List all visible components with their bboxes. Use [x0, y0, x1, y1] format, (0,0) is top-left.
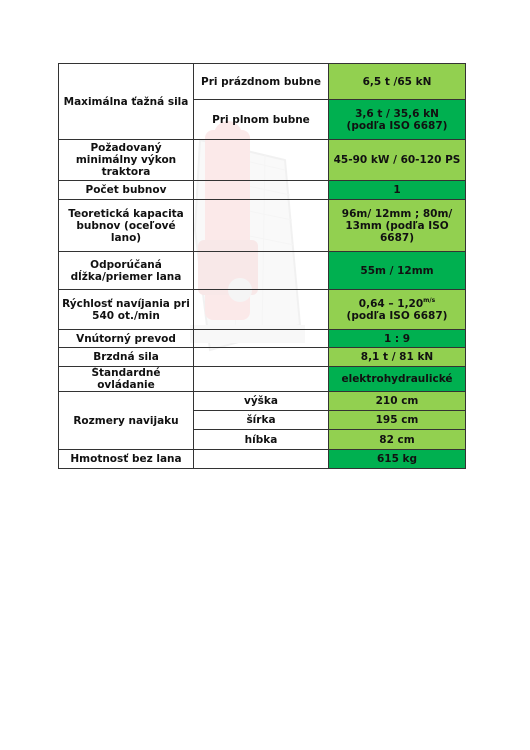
row-value: 55m / 12mm — [329, 252, 466, 290]
specification-table — [58, 63, 466, 469]
row-empty-cell — [194, 181, 329, 200]
row-sublabel: Pri plnom bubne — [194, 100, 329, 140]
row-empty-cell — [194, 367, 329, 392]
row-label: Hmotnosť bez lana — [59, 450, 194, 469]
row-value: 615 kg — [329, 450, 466, 469]
table-row — [59, 392, 466, 411]
row-sublabel: híbka — [194, 430, 329, 450]
row-label: Požadovaný minimálny výkon traktora — [59, 140, 194, 181]
row-label: Štandardné ovládanie — [59, 367, 194, 392]
value-line: (podľa ISO 6687) — [346, 309, 448, 322]
table-row — [59, 367, 466, 392]
row-empty-cell — [194, 330, 329, 348]
table-row — [59, 200, 466, 252]
row-value: 195 cm — [329, 411, 466, 430]
row-label: Vnútorný prevod — [59, 330, 194, 348]
row-value: 6,5 t /65 kN — [329, 64, 466, 100]
row-value: 82 cm — [329, 430, 466, 450]
row-value: 1 — [329, 181, 466, 200]
row-empty-cell — [194, 252, 329, 290]
row-label: Počet bubnov — [59, 181, 194, 200]
table-row — [59, 290, 466, 330]
row-value: 210 cm — [329, 392, 466, 411]
row-label: Brzdná sila — [59, 348, 194, 367]
table-row — [59, 252, 466, 290]
row-value: 1 : 9 — [329, 330, 466, 348]
table-row — [59, 140, 466, 181]
row-label: Rýchlosť navíjania pri 540 ot./min — [59, 290, 194, 330]
row-value: 45-90 kW / 60-120 PS — [329, 140, 466, 181]
row-value — [329, 100, 466, 140]
row-sublabel: Pri prázdnom bubne — [194, 64, 329, 100]
row-empty-cell — [194, 348, 329, 367]
row-value: elektrohydraulické — [329, 367, 466, 392]
table-row — [59, 64, 466, 100]
row-sublabel: výška — [194, 392, 329, 411]
row-value: 96m/ 12mm ; 80m/ 13mm (podľa ISO 6687) — [329, 200, 466, 252]
row-empty-cell — [194, 200, 329, 252]
value-line: 3,6 t / 35,6 kN — [355, 107, 439, 120]
row-value — [329, 290, 466, 330]
table-row — [59, 330, 466, 348]
row-label: Teoretická kapacita bubnov (oceľové lano) — [59, 200, 194, 252]
row-empty-cell — [194, 450, 329, 469]
table-row — [59, 450, 466, 469]
row-label: Maximálna ťažná sila — [59, 64, 194, 140]
value-main: 0,64 – 1,20 — [358, 297, 424, 310]
row-label: Rozmery navijaku — [59, 392, 194, 450]
row-empty-cell — [194, 140, 329, 181]
table-row — [59, 181, 466, 200]
row-empty-cell — [194, 290, 329, 330]
value-unit: m/s — [423, 296, 436, 304]
row-sublabel: šírka — [194, 411, 329, 430]
value-line: (podľa ISO 6687) — [346, 119, 448, 132]
row-label: Odporúčaná dĺžka/priemer lana — [59, 252, 194, 290]
table-row — [59, 348, 466, 367]
row-value: 8,1 t / 81 kN — [329, 348, 466, 367]
